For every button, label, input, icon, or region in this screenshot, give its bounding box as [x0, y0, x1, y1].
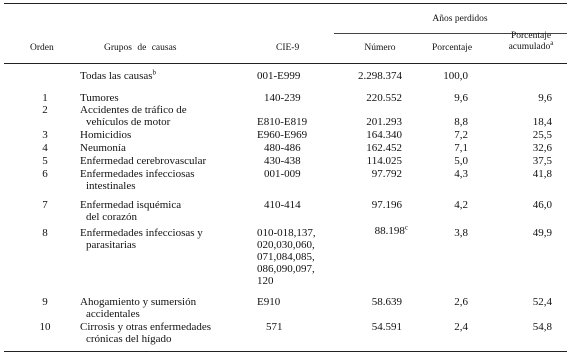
row-5-numero: 114.025: [366, 155, 402, 167]
row-4-acumulado: 32,6: [532, 142, 552, 154]
top-rule: [4, 3, 567, 4]
row-6-numero: 97.792: [371, 168, 402, 180]
row-3-acumulado: 25,5: [532, 129, 552, 141]
row-2-causa-line1: Accidentes de tráfico de: [80, 104, 187, 116]
row-1-causa: Tumores: [80, 92, 119, 104]
row-2-porcentaje: 8,8: [454, 116, 468, 128]
row-1-cie: 140-239: [264, 92, 301, 104]
row-6-orden: 6: [42, 168, 48, 180]
row-8-cie-line2: 020,030,060,: [257, 239, 315, 251]
row-5-acumulado: 37,5: [532, 155, 552, 167]
row-2-numero: 201.293: [366, 116, 402, 128]
row-7-causa-line1: Enfermedad isquémica: [80, 199, 182, 211]
row-2-cie: E810-E819: [257, 116, 308, 128]
row-8-causa-line2: parasitarias: [86, 239, 137, 251]
row-7-cie: 410-414: [264, 199, 301, 211]
header-numero: Número: [364, 43, 396, 53]
row-3-cie: E960-E969: [257, 129, 308, 141]
row-4-porcentaje: 7,1: [454, 142, 468, 154]
row-3-orden: 3: [42, 129, 48, 141]
row-3-porcentaje: 7,2: [454, 129, 468, 141]
row-4-numero: 162.452: [366, 142, 402, 154]
row-2-causa-line2: vehículos de motor: [86, 116, 171, 128]
row-5-causa: Enfermedad cerebrovascular: [80, 155, 207, 167]
header-porcentaje-acumulado-line1: Porcentaje: [510, 31, 552, 41]
row-9-causa-line2: accidentales: [86, 308, 140, 320]
row-1-porcentaje: 9,6: [454, 92, 468, 104]
row-2-orden: 2: [42, 104, 48, 116]
row-10-causa-line1: Cirrosis y otras enfermedades: [80, 321, 212, 333]
row-2-acumulado: 18,4: [532, 116, 552, 128]
row-8-orden: 8: [42, 227, 48, 239]
row-9-causa-line1: Ahogamiento y sumersión: [80, 296, 197, 308]
row-9-cie: E910: [257, 296, 281, 308]
row-4-cie: 480-486: [264, 142, 301, 154]
row-6-acumulado: 41,8: [532, 168, 552, 180]
row-6-causa-line1: Enfermedades infecciosas: [80, 168, 195, 180]
row-7-acumulado: 46,0: [532, 199, 552, 211]
header-porcentaje-acumulado-line2: acumulado$^a$: [508, 38, 554, 52]
total-label: Todas las causas$^b$: [80, 68, 157, 82]
row-7-porcentaje: 4,2: [454, 199, 468, 211]
row-6-causa-line2: intestinales: [86, 180, 136, 192]
row-8-porcentaje: 3,8: [454, 227, 468, 239]
total-porcentaje: 100,0: [443, 70, 468, 82]
row-8-causa-line1: Enfermedades infecciosas y: [80, 227, 203, 239]
row-5-cie: 430-438: [264, 155, 301, 167]
row-8-acumulado: 49,9: [532, 227, 552, 239]
total-numero: 2.298.374: [358, 70, 402, 82]
row-10-numero: 54.591: [371, 321, 402, 333]
row-8-cie-line1: 010-018,137,: [257, 227, 316, 239]
row-9-acumulado: 52,4: [532, 296, 552, 308]
header-bottom-rule: [4, 63, 567, 64]
bottom-rule: [4, 351, 567, 352]
row-10-acumulado: 54,8: [532, 321, 552, 333]
row-3-numero: 164.340: [366, 129, 402, 141]
row-10-cie: 571: [266, 321, 283, 333]
row-8-cie-line5: 120: [257, 275, 274, 287]
row-9-orden: 9: [42, 296, 48, 308]
row-10-causa-line2: crónicas del hígado: [86, 333, 172, 345]
row-6-porcentaje: 4,3: [454, 168, 468, 180]
row-7-numero: 97.196: [371, 199, 402, 211]
header-porcentaje: Porcentaje: [431, 43, 473, 53]
row-9-porcentaje: 2,6: [454, 296, 468, 308]
row-8-cie-line4: 086,090,097,: [257, 263, 315, 275]
row-7-causa-line2: del corazón: [86, 211, 137, 223]
header-orden: Orden: [30, 43, 54, 53]
row-7-orden: 7: [42, 199, 48, 211]
row-10-orden: 10: [39, 321, 51, 333]
row-8-cie-line3: 071,084,085,: [257, 251, 315, 263]
row-9-numero: 58.639: [371, 296, 402, 308]
row-6-cie: 001-009: [264, 168, 301, 180]
row-5-porcentaje: 5,0: [454, 155, 468, 167]
header-grupos-de-causas: Grupos de causas: [104, 43, 177, 53]
row-4-causa: Neumonía: [80, 142, 126, 154]
row-1-orden: 1: [42, 92, 48, 104]
row-10-porcentaje: 2,4: [454, 321, 468, 333]
total-cie: 001-E999: [257, 70, 301, 82]
row-1-acumulado: 9,6: [538, 92, 552, 104]
row-4-orden: 4: [42, 142, 48, 154]
row-1-numero: 220.552: [366, 92, 402, 104]
row-8-numero: 88.198$^c$: [374, 223, 408, 237]
header-anos-perdidos: Años perdidos: [432, 14, 488, 24]
row-5-orden: 5: [42, 155, 48, 167]
row-3-causa: Homicidios: [80, 129, 132, 141]
header-cie9: CIE-9: [276, 43, 300, 53]
